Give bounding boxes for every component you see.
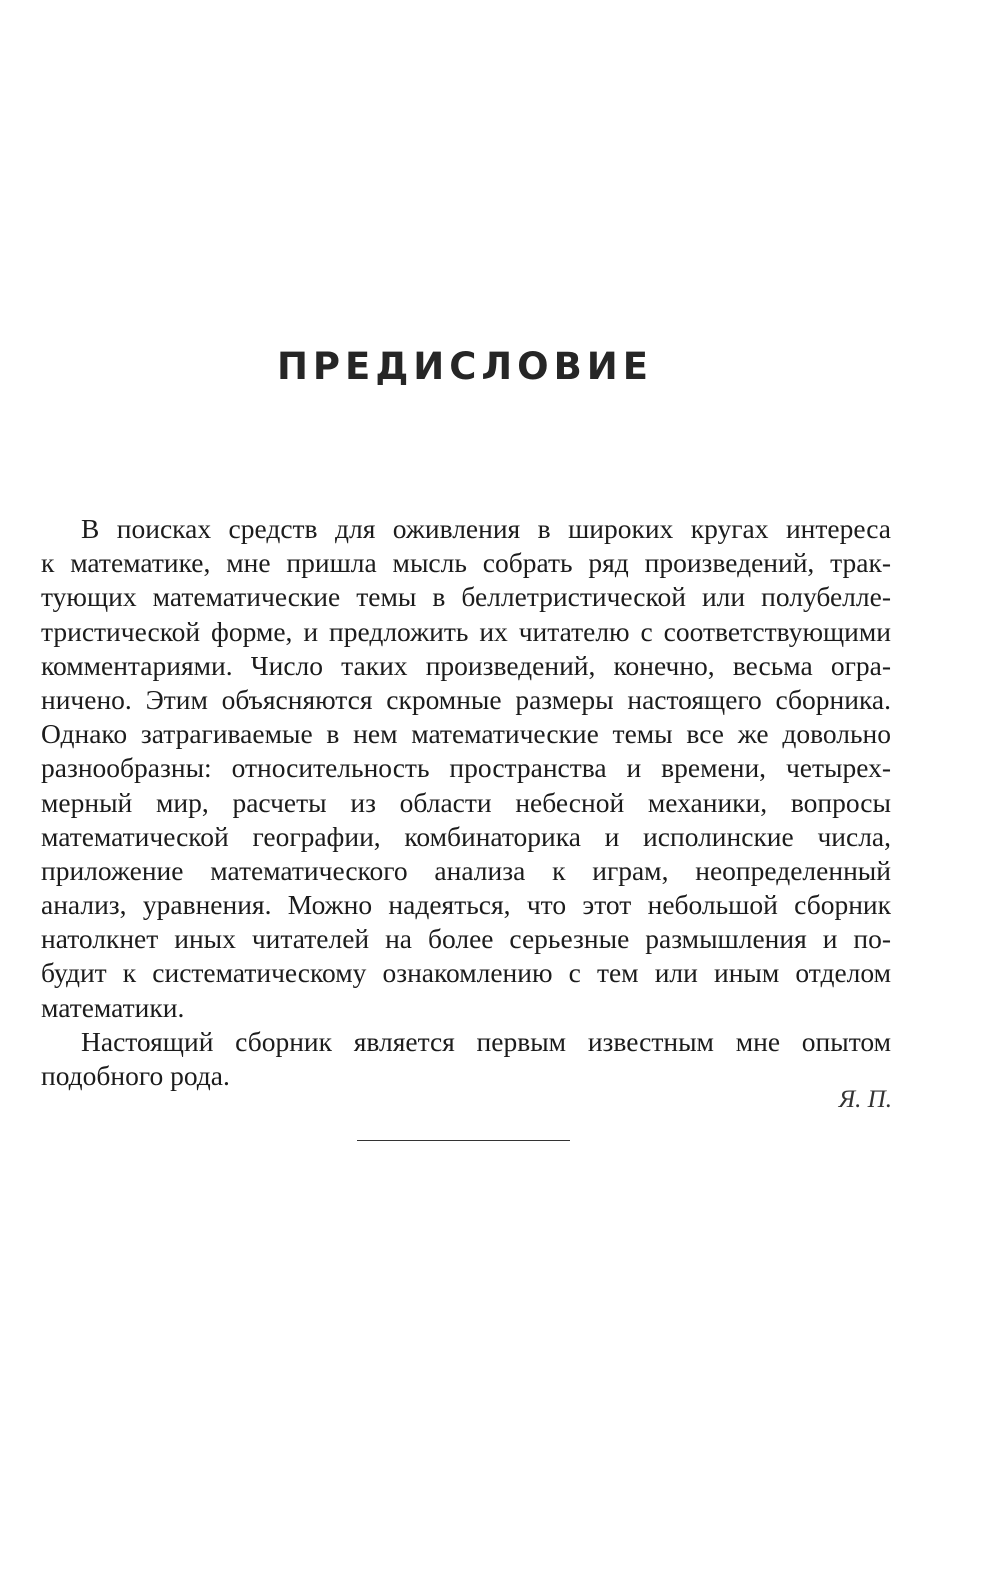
text-line: ничено. Этим объясняются скромные размеры настоящего сборника. <box>41 683 891 715</box>
text-line: мерный мир, расчеты из области небесной механики, вопросы <box>41 786 891 818</box>
text-line: будит к систематическому ознакомлению с тем или иным отделом <box>41 957 891 989</box>
author-initials: Я. П. <box>838 1086 892 1113</box>
text-line: математической географии, комбинаторика и исполинские числа, <box>41 820 891 852</box>
text-line: Однако затрагиваемые в нем математические темы все же довольно <box>41 718 891 750</box>
text-line: натолкнет иных читателей на более серьезные размышления и по- <box>41 923 891 955</box>
text-line: тующих математические темы в беллетристической или полубелле- <box>41 581 891 613</box>
text-line: В поисках средств для оживления в широких кругах интереса <box>81 513 891 544</box>
preface-text <box>41 512 891 1093</box>
text-line: математики. <box>41 991 185 1023</box>
text-line: подобного рода. <box>41 1060 230 1091</box>
text-line: к математике, мне пришла мысль собрать ряд произведений, трак- <box>41 547 891 579</box>
section-divider <box>357 1140 570 1141</box>
page-title: ПРЕДИСЛОВИЕ <box>276 345 654 388</box>
text-line: Настоящий сборник является первым известным мне опытом <box>81 1025 891 1057</box>
text-line: тристической форме, и предложить их читателю с соответствующими <box>41 615 891 647</box>
text-line: комментариями. Число таких произведений, конечно, весьма огра- <box>41 649 891 681</box>
text-line: приложение математического анализа к играм, неопределенный <box>41 854 891 886</box>
text-line: анализ, уравнения. Можно надеяться, что этот небольшой сборник <box>41 889 891 921</box>
text-line: разнообразны: относительность пространства и времени, четырех- <box>41 752 891 784</box>
